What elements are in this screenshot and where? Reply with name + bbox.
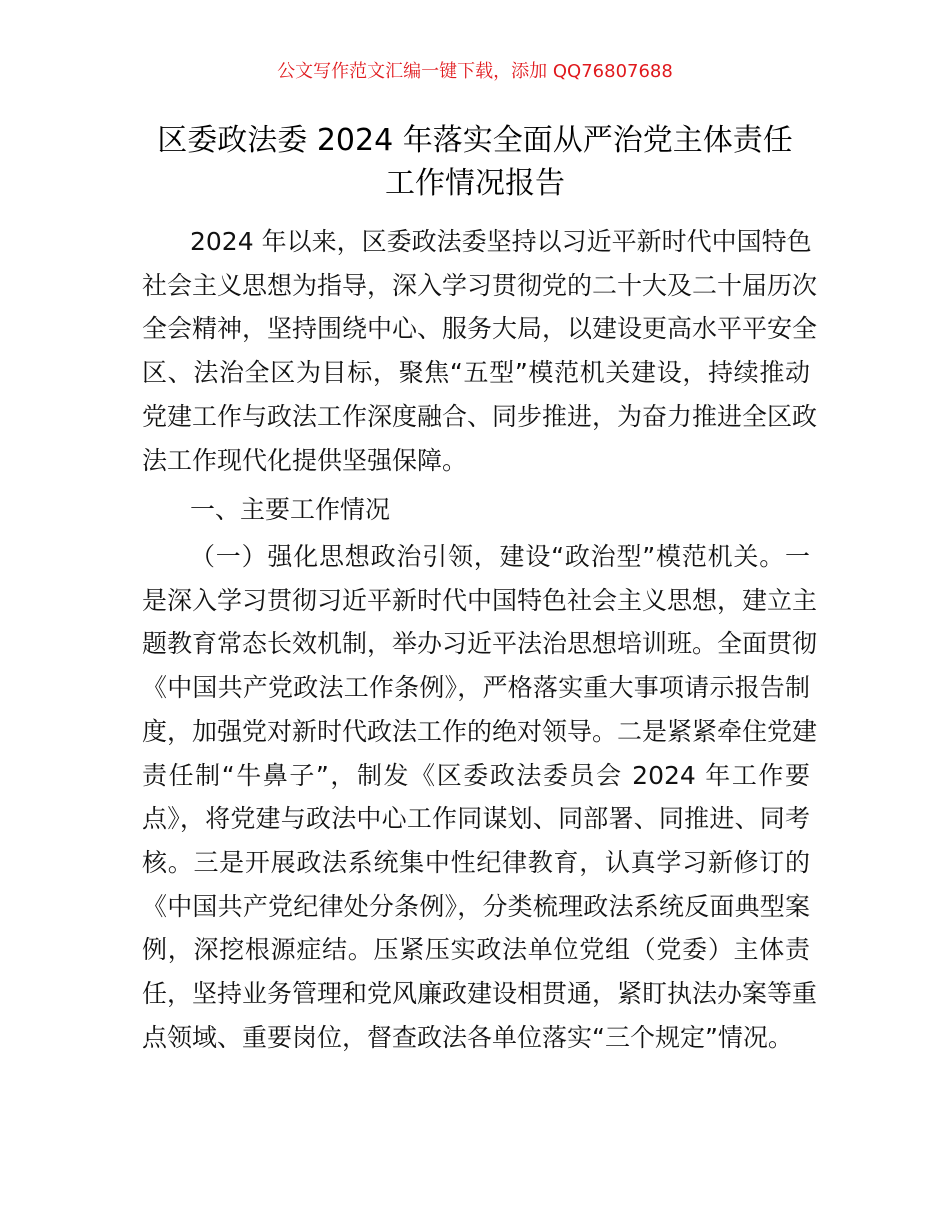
paragraph-line: 区、法治全区为目标，聚焦“五型”模范机关建设，持续推动 [142,358,810,388]
paragraph-line: 任，坚持业务管理和党风廉政建设相贯通，紧盯执法办案等重 [142,979,818,1008]
paragraph-line: 度，加强党对新时代政法工作的绝对领导。二是紧紧牵住党建 [142,716,818,746]
paragraph-line: 《中国共产党纪律处分条例》，分类梳理政法系统反面典型案 [142,891,810,921]
paragraph-line: 《中国共产党政法工作条例》，严格落实重大事项请示报告制 [142,673,810,703]
document-title-line-1: 区委政法委 2024 年落实全面从严治党主体责任 [157,123,793,158]
paragraph-line: 点领域、重要岗位，督查政法各单位落实“三个规定”情况。 [142,1022,793,1052]
paragraph-line: 社会主义思想为指导，深入学习贯彻党的二十大及二十届历次 [142,270,818,300]
paragraph-line: 全会精神，坚持围绕中心、服务大局，以建设更高水平平安全 [142,314,818,344]
paragraph-line: 例，深挖根源症结。压紧压实政法单位党组（党委）主体责 [142,935,810,965]
document-title-line-2: 工作情况报告 [385,166,565,201]
paragraph-line: 责任制“牛鼻子”，制发《区委政法委员会 2024 年工作要 [142,760,810,790]
paragraph-line: 法工作现代化提供坚强保障。 [142,445,468,475]
paragraph-line: （一）强化思想政治引领，建设“政治型”模范机关。一 [190,542,810,571]
section-heading: 一、主要工作情况 [190,495,391,524]
download-banner: 公文写作范文汇编一键下载，添加 QQ76807688 [277,61,673,82]
paragraph-line: 党建工作与政法工作深度融合、同步推进，为奋力推进全区政 [142,401,818,431]
paragraph-line: 点》，将党建与政法中心工作同谋划、同部署、同推进、同考 [142,804,810,834]
paragraph-line: 核。三是开展政法系统集中性纪律教育，认真学习新修订的 [142,847,810,877]
paragraph-line: 题教育常态长效机制，举办习近平法治思想培训班。全面贯彻 [142,629,818,659]
paragraph-line: 2024 年以来，区委政法委坚持以习近平新时代中国特色 [190,227,812,256]
paragraph-line: 是深入学习贯彻习近平新时代中国特色社会主义思想，建立主 [142,585,818,615]
